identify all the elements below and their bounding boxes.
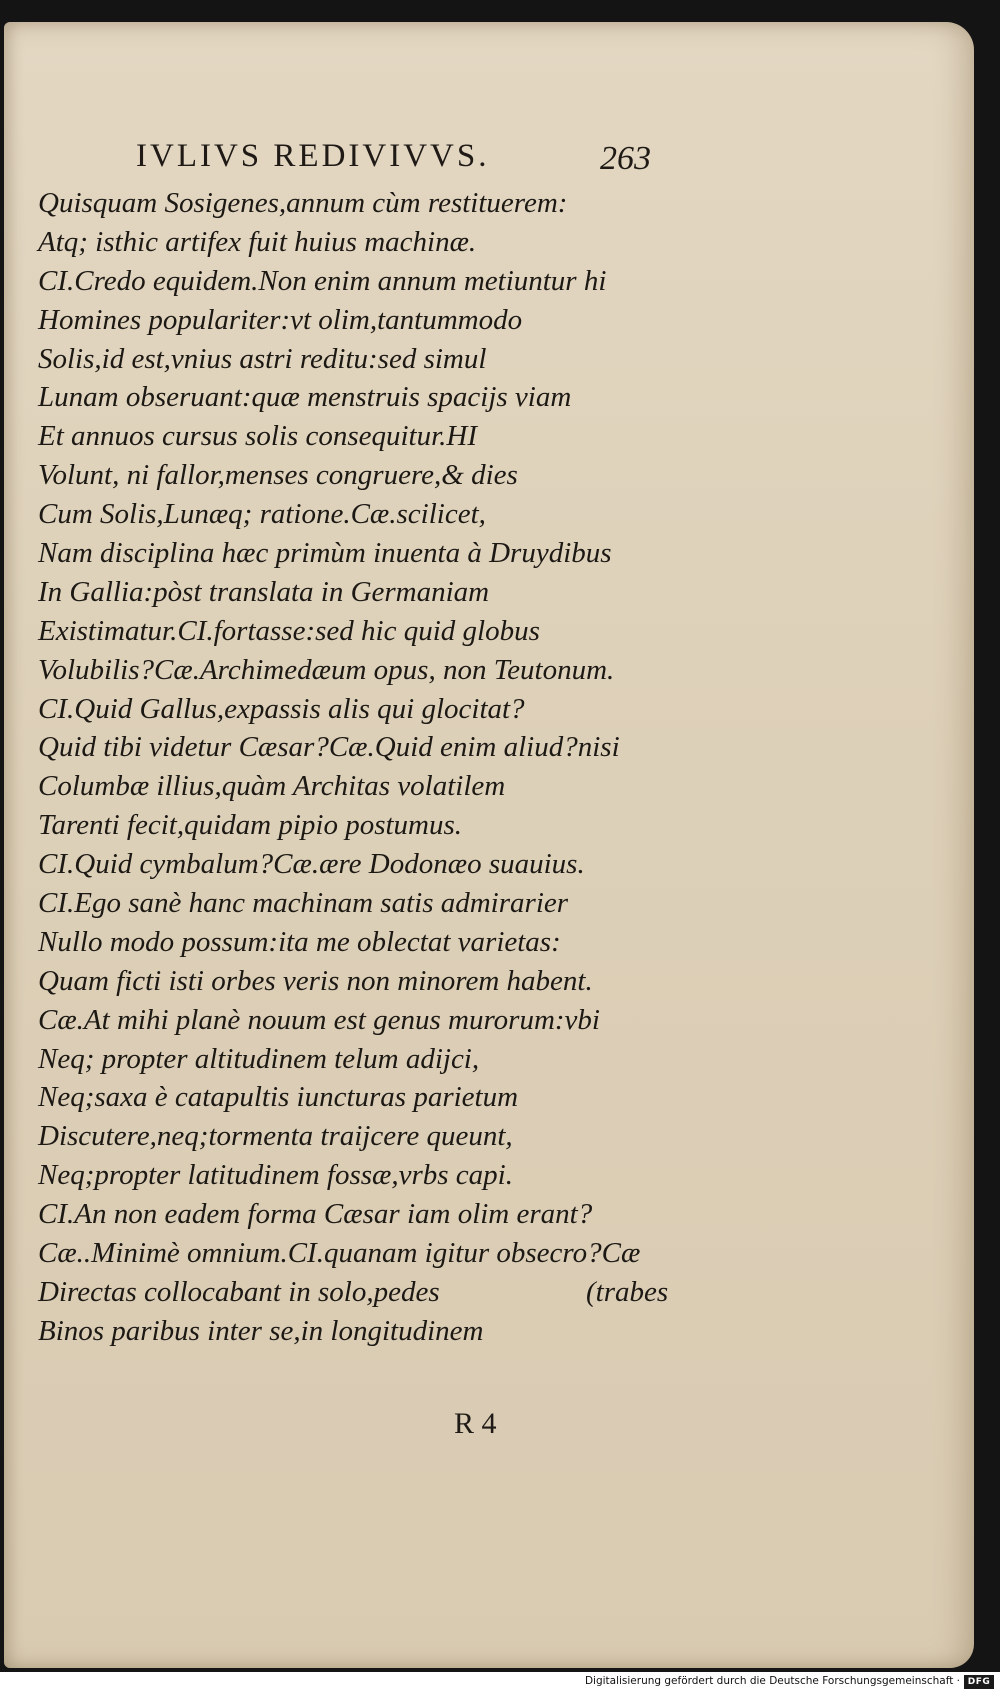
text-block — [38, 184, 678, 1351]
text-line: Discutere,neq;tormenta traijcere queunt, — [38, 1120, 513, 1153]
text-line: CI.Credo equidem.Non enim annum metiuntur hi — [38, 264, 607, 297]
text-line: Columbæ illius,quàm Architas volatilem — [38, 770, 506, 803]
text-line: Nullo modo possum:ita me oblectat varietas: — [38, 925, 561, 958]
dfg-logo-icon: DFG — [964, 1675, 994, 1689]
text-line: Atq; isthic artifex fuit huius machinæ. — [38, 225, 477, 258]
book-page — [4, 22, 974, 1668]
text-line: Binos paribus inter se,in longitudinem — [38, 1314, 484, 1347]
text-line: Tarenti fecit,quidam pipio postumus. — [38, 809, 463, 842]
text-line: Neq;saxa è catapultis iuncturas parietum — [38, 1081, 519, 1114]
turnover-word: (trabes — [586, 1275, 669, 1308]
text-line: Quid tibi videtur Cæsar?Cæ.Quid enim aliud?nisi — [38, 731, 620, 764]
text-line-main: Directas collocabant in solo,pedes — [38, 1275, 440, 1308]
text-line: Et annuos cursus solis consequitur.HI — [38, 420, 478, 453]
text-line-with-turnover — [38, 1273, 678, 1312]
text-line: Cæ..Minimè omnium.CI.quanam igitur obsecro?Cæ — [38, 1237, 641, 1270]
text-line: CI.Quid Gallus,expassis alis qui glocitat? — [38, 692, 525, 725]
text-line: Cæ.At mihi planè nouum est genus murorum:vbi — [38, 1003, 600, 1036]
text-line: Neq; propter altitudinem telum adijci, — [38, 1042, 480, 1075]
text-line: Volubilis?Cæ.Archimedæum opus, non Teutonum. — [38, 653, 615, 686]
digitization-footer — [0, 1672, 1000, 1693]
text-line: Nam disciplina hæc primùm inuenta à Druydibus — [38, 537, 612, 570]
funding-credit: Digitalisierung gefördert durch die Deutsche Forschungsgemeinschaft · — [584, 1675, 960, 1687]
text-line: Volunt, ni fallor,menses congruere,& dies — [38, 459, 518, 492]
text-line: CI.Ego sanè hanc machinam satis admirarier — [38, 887, 569, 920]
page-number: 263 — [600, 140, 651, 177]
running-title: IVLIVS REDIVIVVS. — [136, 138, 490, 174]
text-line: Neq;propter latitudinem fossæ,vrbs capi. — [38, 1159, 513, 1192]
text-line: CI.An non eadem forma Cæsar iam olim erant? — [38, 1198, 593, 1231]
text-line: CI.Quid cymbalum?Cæ.ære Dodonæo suauius. — [38, 848, 585, 881]
signature-mark: R 4 — [454, 1407, 497, 1440]
text-line: Quam ficti isti orbes veris non minorem habent. — [38, 964, 593, 997]
text-line: In Gallia:pòst translata in Germaniam — [38, 575, 490, 608]
text-line: Solis,id est,vnius astri reditu:sed simul — [38, 342, 487, 375]
text-line: Lunam obseruant:quæ menstruis spacijs viam — [38, 381, 572, 414]
text-line: Existimatur.CI.fortasse:sed hic quid globus — [38, 614, 540, 647]
text-line: Cum Solis,Lunæq; ratione.Cæ.scilicet, — [38, 498, 486, 531]
text-line: Homines populariter:vt olim,tantummodo — [38, 303, 523, 336]
text-line: Quisquam Sosigenes,annum cùm restituerem: — [38, 187, 568, 219]
